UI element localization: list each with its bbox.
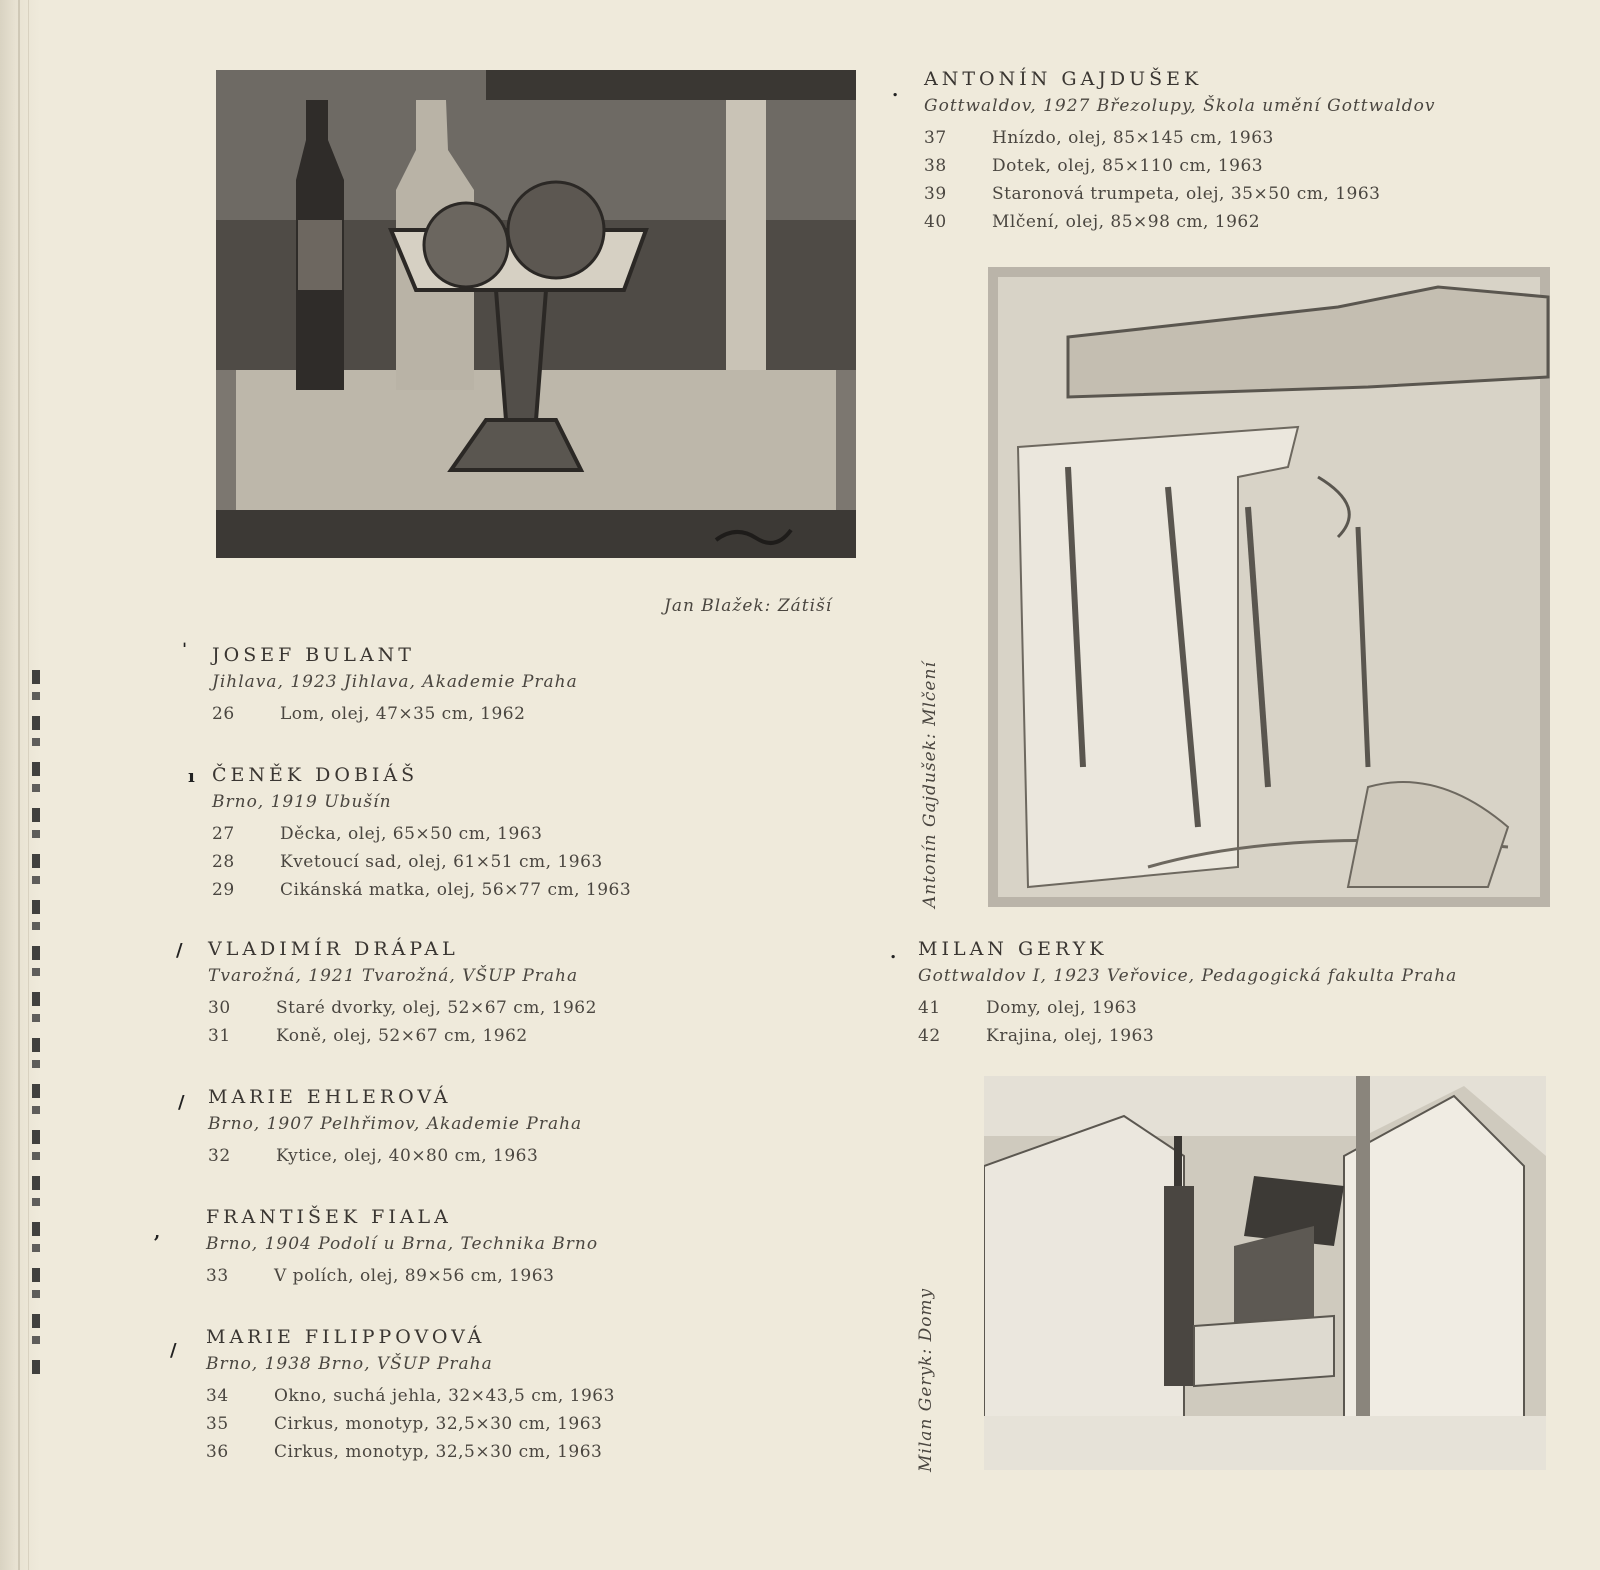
work-item	[212, 704, 578, 732]
work-description: Staré dvorky, olej, 52×67 cm, 1962	[276, 998, 597, 1018]
artist-name: FRANTIŠEK FIALA	[206, 1206, 452, 1228]
artwork-blazek-still-life	[216, 70, 856, 558]
artwork-geryk-houses	[984, 1076, 1546, 1470]
margin-mark: /	[178, 1092, 185, 1113]
work-item	[206, 1386, 615, 1414]
artist-entry	[208, 1086, 582, 1174]
work-item	[212, 824, 631, 852]
work-number: 38	[924, 156, 947, 176]
artist-entry	[208, 938, 597, 1054]
work-item	[208, 998, 597, 1026]
work-description: Děcka, olej, 65×50 cm, 1963	[280, 824, 543, 844]
work-description: Lom, olej, 47×35 cm, 1962	[280, 704, 526, 724]
page-edge-line-inner	[28, 0, 29, 1570]
caption-geryk: Milan Geryk: Domy	[916, 1287, 936, 1472]
work-number: 27	[212, 824, 235, 844]
work-item	[924, 128, 1435, 156]
margin-mark: .	[892, 80, 899, 101]
artist-bio: Gottwaldov, 1927 Březolupy, Škola umění Gottwaldov	[924, 96, 1436, 116]
work-description: Okno, suchá jehla, 32×43,5 cm, 1963	[274, 1386, 615, 1406]
work-item	[924, 156, 1435, 184]
work-number: 39	[924, 184, 947, 204]
artist-bio: Jihlava, 1923 Jihlava, Akademie Praha	[212, 672, 578, 692]
work-list	[208, 998, 597, 1054]
margin-mark: /	[170, 1340, 177, 1361]
artist-entry	[212, 644, 578, 732]
binding-marks	[32, 670, 40, 1380]
work-item	[918, 1026, 1457, 1054]
work-item	[924, 212, 1435, 240]
margin-mark: /	[176, 940, 183, 961]
caption-gajdusek: Antonín Gajdušek: Mlčení	[920, 661, 940, 908]
artist-bio: Tvarožná, 1921 Tvarožná, VŠUP Praha	[208, 966, 579, 986]
work-number: 35	[206, 1414, 229, 1434]
work-number: 40	[924, 212, 947, 232]
artist-bio: Brno, 1907 Pelhřimov, Akademie Praha	[208, 1114, 583, 1134]
work-item	[206, 1442, 615, 1470]
work-description: Krajina, olej, 1963	[986, 1026, 1155, 1046]
artist-bio: Brno, 1938 Brno, VŠUP Praha	[206, 1354, 493, 1374]
artist-name: ČENĚK DOBIÁŠ	[212, 764, 419, 786]
artist-bio: Brno, 1919 Ubušín	[212, 792, 392, 812]
artist-entry	[918, 938, 1457, 1054]
work-description: Hnízdo, olej, 85×145 cm, 1963	[992, 128, 1274, 148]
work-item	[206, 1266, 598, 1294]
work-description: V polích, olej, 89×56 cm, 1963	[274, 1266, 555, 1286]
work-list	[924, 128, 1435, 240]
work-number: 36	[206, 1442, 229, 1462]
artist-entry	[206, 1206, 598, 1294]
work-list	[918, 998, 1457, 1054]
work-description: Domy, olej, 1963	[986, 998, 1138, 1018]
work-description: Cikánská matka, olej, 56×77 cm, 1963	[280, 880, 632, 900]
work-number: 31	[208, 1026, 231, 1046]
work-description: Staronová trumpeta, olej, 35×50 cm, 1963	[992, 184, 1381, 204]
artist-bio: Brno, 1904 Podolí u Brna, Technika Brno	[206, 1234, 599, 1254]
work-number: 37	[924, 128, 947, 148]
margin-mark: ı	[188, 766, 195, 787]
work-list	[206, 1266, 598, 1294]
work-list	[212, 824, 631, 908]
work-item	[212, 880, 631, 908]
work-list	[208, 1146, 582, 1174]
work-item	[208, 1026, 597, 1054]
work-item	[918, 998, 1457, 1026]
work-number: 42	[918, 1026, 941, 1046]
artist-name: JOSEF BULANT	[212, 644, 415, 666]
work-description: Cirkus, monotyp, 32,5×30 cm, 1963	[274, 1414, 603, 1434]
work-item	[206, 1414, 615, 1442]
artist-entry	[924, 68, 1435, 240]
work-description: Dotek, olej, 85×110 cm, 1963	[992, 156, 1264, 176]
work-number: 26	[212, 704, 235, 724]
work-number: 28	[212, 852, 235, 872]
work-number: 32	[208, 1146, 231, 1166]
work-description: Koně, olej, 52×67 cm, 1962	[276, 1026, 528, 1046]
work-description: Mlčení, olej, 85×98 cm, 1962	[992, 212, 1261, 232]
margin-mark: ,	[154, 1222, 161, 1243]
work-item	[208, 1146, 582, 1174]
work-number: 30	[208, 998, 231, 1018]
artist-bio: Gottwaldov I, 1923 Veřovice, Pedagogická fakulta Praha	[918, 966, 1458, 986]
artist-entry	[206, 1326, 615, 1470]
work-item	[212, 852, 631, 880]
work-description: Kytice, olej, 40×80 cm, 1963	[276, 1146, 539, 1166]
artist-name: MILAN GERYK	[918, 938, 1108, 960]
work-number: 34	[206, 1386, 229, 1406]
work-list	[212, 704, 578, 732]
work-number: 41	[918, 998, 941, 1018]
artwork-gajdusek-silence	[988, 267, 1550, 907]
caption-blazek: Jan Blažek: Zátiší	[664, 596, 833, 616]
work-description: Cirkus, monotyp, 32,5×30 cm, 1963	[274, 1442, 603, 1462]
work-description: Kvetoucí sad, olej, 61×51 cm, 1963	[280, 852, 603, 872]
work-item	[924, 184, 1435, 212]
work-list	[206, 1386, 615, 1470]
artist-name: VLADIMÍR DRÁPAL	[208, 938, 459, 960]
artist-name: ANTONÍN GAJDUŠEK	[924, 68, 1203, 90]
artist-entry	[212, 764, 631, 908]
work-number: 33	[206, 1266, 229, 1286]
margin-mark: ˈ	[182, 640, 188, 661]
margin-mark: .	[890, 942, 897, 963]
artist-name: MARIE EHLEROVÁ	[208, 1086, 452, 1108]
artist-name: MARIE FILIPPOVOVÁ	[206, 1326, 486, 1348]
work-number: 29	[212, 880, 235, 900]
page-edge-line	[18, 0, 20, 1570]
